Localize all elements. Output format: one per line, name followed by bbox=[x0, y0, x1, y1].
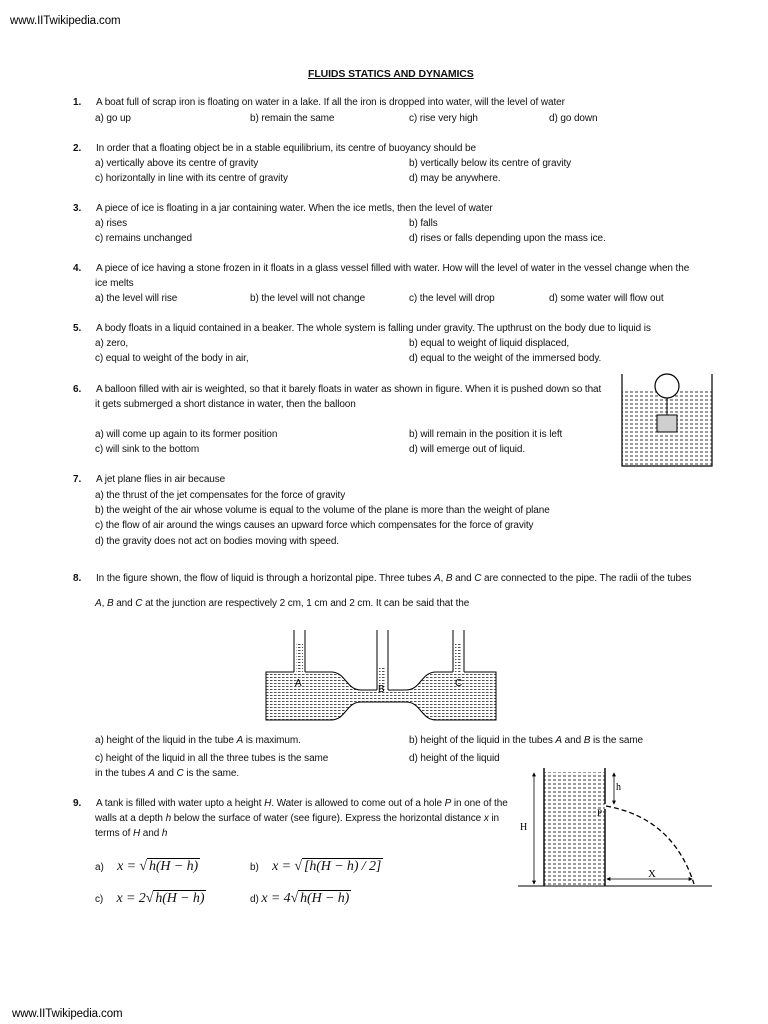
option-b: b) remain the same bbox=[250, 113, 335, 124]
option-c: c) equal to weight of the body in air, bbox=[95, 353, 249, 364]
question-text: A jet plane flies in air because bbox=[96, 474, 226, 485]
hole-P-label: P bbox=[597, 808, 602, 818]
option-d: d) the gravity does not act on bodies moving with speed. bbox=[95, 536, 339, 547]
balloon-figure bbox=[620, 370, 714, 470]
option-a: a) zero, bbox=[95, 338, 129, 349]
option-b: b) the level will not change bbox=[250, 293, 366, 304]
question-text: A body floats in a liquid contained in a beaker. The whole system is falling under gravity. The upthrust on the body due to liquid is bbox=[96, 323, 651, 334]
option-d: d) may be anywhere. bbox=[409, 173, 501, 184]
question-text: In the figure shown, the flow of liquid is through a horizontal pipe. Three tubes A, B and C are connected to the pipe. The radii of the tubes bbox=[96, 573, 692, 584]
question-number: 5. bbox=[73, 323, 82, 334]
question-number: 7. bbox=[73, 474, 82, 485]
option-c: c) x = 2√ h(H − h) bbox=[95, 891, 205, 906]
option-c: c) rise very high bbox=[409, 113, 478, 124]
option-a: a) the thrust of the jet compensates for the force of gravity bbox=[95, 490, 346, 501]
option-c: c) will sink to the bottom bbox=[95, 444, 200, 455]
depth-h-label: h bbox=[616, 782, 621, 793]
question-text-line2: walls at a depth h below the surface of water (see figure). Express the horizontal distance x in bbox=[95, 813, 499, 824]
question-text-line3: terms of H and h bbox=[95, 828, 168, 839]
height-H-label: H bbox=[520, 822, 528, 833]
option-c: c) height of the liquid in all the three tubes is the same bbox=[95, 753, 329, 764]
option-c: c) the level will drop bbox=[409, 293, 495, 304]
footer-url[interactable]: www.IITwikipedia.com bbox=[12, 1008, 123, 1020]
question-text: A balloon filled with air is weighted, so that it barely floats in water as shown in figure. When it is pushed down so that bbox=[96, 384, 602, 395]
question-text-line2: it gets submerged a short distance in water, then the balloon bbox=[95, 399, 356, 410]
question-number: 3. bbox=[73, 203, 82, 214]
question-number: 6. bbox=[73, 384, 82, 395]
option-b: b) equal to weight of liquid displaced, bbox=[409, 338, 570, 349]
option-b: b) x = √ [h(H − h) / 2] bbox=[250, 859, 382, 874]
page-title: FLUIDS STATICS AND DYNAMICS bbox=[308, 68, 474, 80]
option-d: d) equal to the weight of the immersed body. bbox=[409, 353, 602, 364]
option-b: b) falls bbox=[409, 218, 438, 229]
option-b: b) will remain in the position it is left bbox=[409, 429, 563, 440]
option-d: d) rises or falls depending upon the mass ice. bbox=[409, 233, 606, 244]
option-c: c) remains unchanged bbox=[95, 233, 192, 244]
question-text: A piece of ice is floating in a jar containing water. When the ice metls, then the level of water bbox=[96, 203, 493, 214]
option-d: d) some water will flow out bbox=[549, 293, 664, 304]
option-a: a) height of the liquid in the tube A is maximum. bbox=[95, 735, 301, 746]
option-b: b) vertically below its centre of gravity bbox=[409, 158, 572, 169]
question-text-line2: A, B and C at the junction are respectively 2 cm, 1 cm and 2 cm. It can be said that the bbox=[95, 598, 470, 609]
question-text-line2: ice melts bbox=[95, 278, 134, 289]
question-number: 1. bbox=[73, 97, 82, 108]
option-a: a) will come up again to its former position bbox=[95, 429, 278, 440]
option-d: d) x = 4√ h(H − h) bbox=[250, 891, 350, 906]
question-number: 2. bbox=[73, 143, 82, 154]
question-text: A tank is filled with water upto a height H. Water is allowed to come out of a hole P in one of the bbox=[96, 798, 508, 809]
header-url[interactable]: www.IITwikipedia.com bbox=[10, 15, 121, 27]
question-number: 9. bbox=[73, 798, 82, 809]
option-b: b) height of the liquid in the tubes A and B is the same bbox=[409, 735, 644, 746]
option-b: b) the weight of the air whose volume is equal to the volume of the plane is more than the weight of plane bbox=[95, 505, 550, 516]
question-text: A piece of ice having a stone frozen in it floats in a glass vessel filled with water. How will the level of water in the vessel change when the bbox=[96, 263, 690, 274]
option-c: c) horizontally in line with its centre of gravity bbox=[95, 173, 288, 184]
option-a: a) x = √ h(H − h) bbox=[95, 859, 199, 874]
question-number: 8. bbox=[73, 573, 82, 584]
tube-a-label: A bbox=[295, 678, 302, 689]
option-d: d) height of the liquid bbox=[409, 753, 500, 764]
option-d: d) will emerge out of liquid. bbox=[409, 444, 526, 455]
question-text: A boat full of scrap iron is floating on water in a lake. If all the iron is dropped into water, will the level of water bbox=[96, 97, 565, 108]
tank-figure bbox=[518, 766, 714, 890]
tube-b-label: B bbox=[378, 684, 385, 695]
option-d: d) go down bbox=[549, 113, 598, 124]
option-a: a) the level will rise bbox=[95, 293, 178, 304]
question-number: 4. bbox=[73, 263, 82, 274]
option-a: a) rises bbox=[95, 218, 127, 229]
option-d-continued: in the tubes A and C is the same. bbox=[95, 768, 240, 779]
option-c: c) the flow of air around the wings causes an upward force which compensates for the force of gravity bbox=[95, 520, 534, 531]
distance-X-label: X bbox=[648, 868, 656, 880]
option-a: a) vertically above its centre of gravity bbox=[95, 158, 259, 169]
pipe-figure bbox=[266, 628, 496, 723]
tube-c-label: C bbox=[455, 678, 463, 689]
option-a: a) go up bbox=[95, 113, 131, 124]
question-text: In order that a floating object be in a stable equilibrium, its centre of buoyancy should be bbox=[96, 143, 476, 154]
